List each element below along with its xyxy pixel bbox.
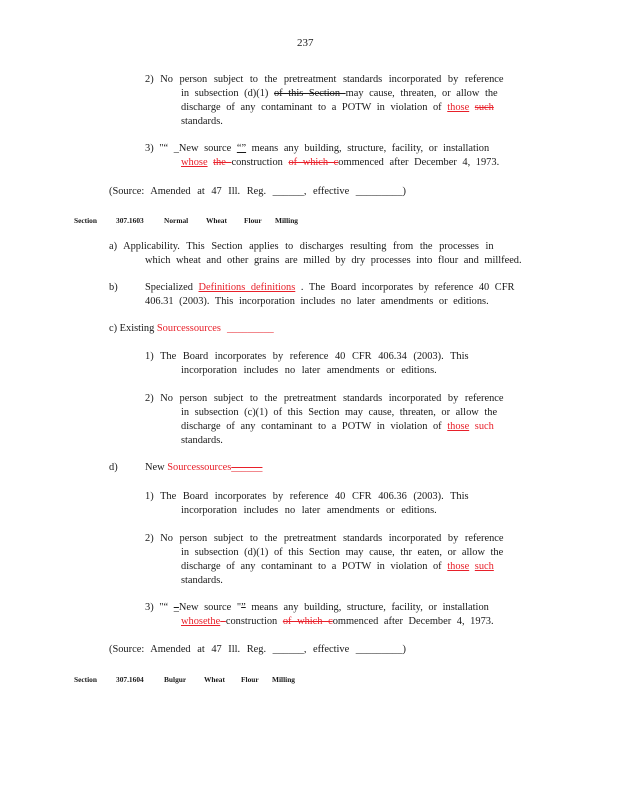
deleted-text: _________ [226,323,274,334]
inserted-text: such [474,561,494,572]
struck-text: ” [241,602,246,613]
text-span: discharge of any contaminant to a POTW in violation of [181,561,448,572]
text-line: 2) No person subject to the pretreatment standards incorporated by reference [145,393,504,404]
text-line: incorporation includes no later amendments or editions. [181,505,437,516]
paragraph-c-heading [109,323,274,335]
text-line: a) Applicability. This Section applies to discharges resulting from the processes in [109,241,494,252]
section-title-word: Flour [244,216,262,225]
text-span: 3) "“ [145,602,174,613]
section-title-word: Flour [241,675,259,684]
text-span: ommenced after December 4, 1973. [332,616,494,627]
text-line [145,462,262,474]
text-line: standards. [181,435,223,446]
deleted-text: of which c [288,157,339,168]
source-note: (Source: Amended at 47 Ill. Reg. ______, effective _________) [109,186,406,197]
inserted-text: whosethe [181,616,221,627]
text-line: in subsection (d)(1) of this Section may cause, thr eaten, or allow the [181,547,504,558]
text-span: means any building, structure, facility, or installation [246,143,490,154]
inserted-text: whose [181,157,208,168]
text-span: discharge of any contaminant to a POTW in violation of [181,421,448,432]
deleted-text: ______ [231,462,263,473]
text-line: 1) The Board incorporates by reference 40 CFR 406.36 (2003). This [145,491,469,502]
text-line: incorporation includes no later amendments or editions. [181,365,437,376]
inserted-text: Sourcessources [156,323,221,334]
section-title-word: Milling [275,216,298,225]
text-line: which wheat and other grains are milled by dry processes into flour and millfeed. [145,255,522,266]
inserted-text: those [447,102,470,113]
deleted-text: of which c [282,616,333,627]
text-line: standards. [181,575,223,586]
text-line: in subsection (c)(1) of this Section may cause, threaten, or allow the [181,407,498,418]
item-marker: d) [109,462,118,473]
text-span: . The Board incorporates by reference 40 CFR [295,282,515,293]
text-line: 2) No person subject to the pretreatment standards incorporated by reference [145,533,504,544]
item-marker: b) [109,282,118,293]
section-word: Section [74,216,97,225]
inserted-text: such [474,421,494,432]
text-line [145,143,489,155]
text-line: 406.31 (2003). This incorporation includes no later amendments or editions. [145,296,489,307]
inserted-text: Sourcessources [167,462,232,473]
text-line [181,102,494,114]
underlined-text: “” [236,143,247,154]
text-span: New source " [178,602,242,613]
text-line [145,282,514,294]
text-span: c) Existing [109,323,157,334]
text-line: 1) The Board incorporates by reference 40 CFR 406.34 (2003). This [145,351,469,362]
text-span: discharge of any contaminant to a POTW in violation of [181,102,448,113]
text-line [181,561,494,573]
text-line: standards. [181,116,223,127]
page-number: 237 [297,37,314,49]
deleted-text: such [474,102,494,113]
text-line [181,88,498,100]
text-line [145,602,489,614]
text-line: 2) No person subject to the pretreatment standards incorporated by reference [145,74,504,85]
inserted-text: those [447,561,470,572]
deleted-text: the [213,157,232,168]
inserted-text: Definitions definitions [198,282,296,293]
section-number: 307.1603 [116,216,144,225]
struck-text: _ [173,602,179,613]
text-line [181,616,494,628]
text-span: 3) "“ _New source [145,143,237,154]
text-span: ommenced after December 4, 1973. [338,157,500,168]
text-span: in subsection (d)(1) [181,88,274,99]
source-note: (Source: Amended at 47 Ill. Reg. ______, effective _________) [109,644,406,655]
text-span: New [145,462,168,473]
text-span: construction [225,616,283,627]
section-word: Section [74,675,97,684]
section-title-word: Wheat [206,216,227,225]
text-span: may cause, threaten, or allow the [345,88,498,99]
section-title-word: Bulgur [164,675,187,684]
inserted-text: those [447,421,470,432]
section-number: 307.1604 [116,675,144,684]
text-line [181,157,499,169]
text-span: means any building, structure, facility, or installation [245,602,489,613]
struck-text: of this Section [273,88,346,99]
section-title-word: Normal [164,216,189,225]
section-title-word: Wheat [204,675,225,684]
section-title-word: Milling [272,675,295,684]
text-span: construction [231,157,289,168]
text-line [181,421,494,433]
text-span: Specialized [145,282,199,293]
